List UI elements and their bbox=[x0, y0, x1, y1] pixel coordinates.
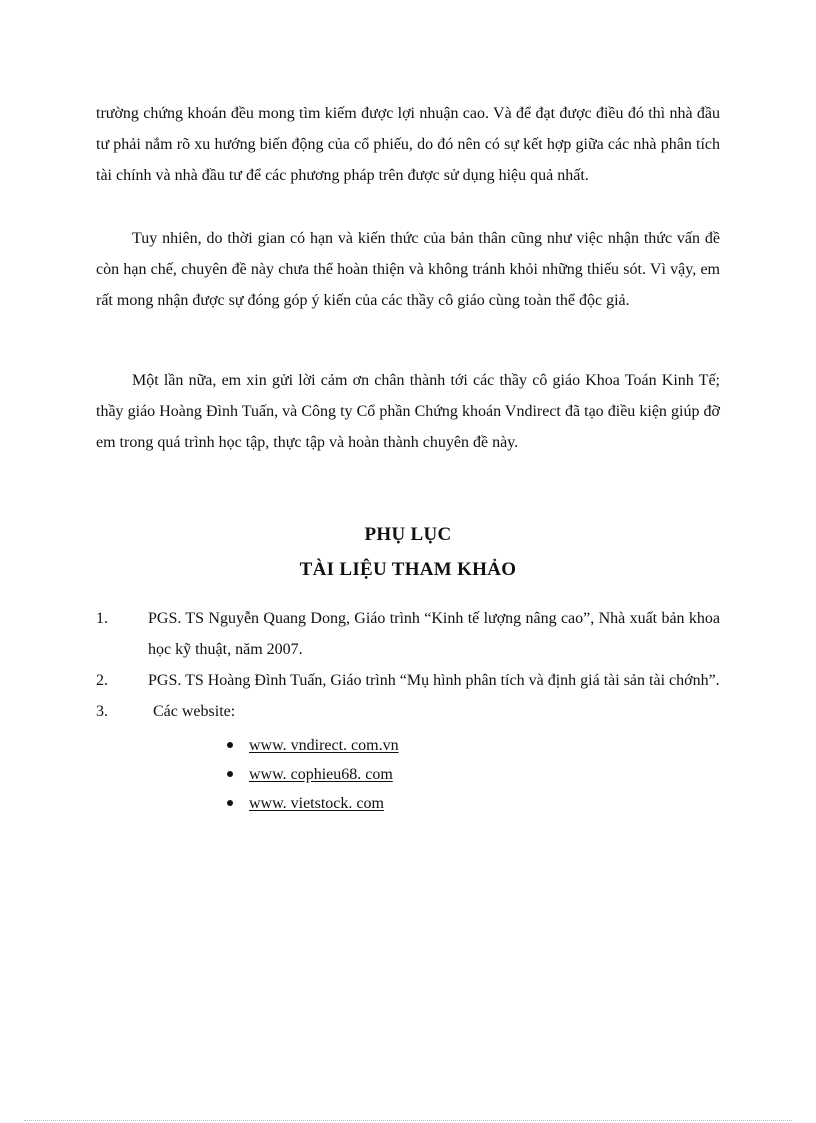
appendix-title: PHỤ LỤC bbox=[364, 524, 452, 545]
reference-number: 3. bbox=[96, 703, 108, 720]
reference-text: PGS. TS Nguyễn Quang Dong, Giáo trình “Kinh tế lượng nâng cao”, Nhà xuất bản khoa học kỹ thuật, năm 2007. bbox=[148, 610, 720, 658]
reference-number: 1. bbox=[96, 610, 108, 627]
paragraph-limitations: Tuy nhiên, do thời gian có hạn và kiến thức của bản thân cũng như việc nhận thức vấn đề còn hạn chế, chuyên đề này chưa thể hoàn thiện và không tránh khỏi những thiếu sót. Vì vậy, em rất mong nhận được sự đóng góp ý kiến của các thầy cô giáo cùng toàn thể độc giả. bbox=[96, 230, 720, 309]
page-bottom-border bbox=[24, 1120, 792, 1121]
website-link-cophieu68[interactable]: www. cophieu68. com bbox=[249, 766, 393, 783]
bullet-icon bbox=[227, 742, 233, 748]
website-list bbox=[153, 731, 720, 818]
reference-text: PGS. TS Hoàng Đình Tuấn, Giáo trình “Mụ hình phân tích và định giá tài sản tài chớnh”. bbox=[148, 672, 720, 689]
paragraph-conclusion: trường chứng khoán đều mong tìm kiếm được lợi nhuận cao. Và để đạt được điều đó thì nhà đầu tư phải nắm rõ xu hướng biến động của cổ phiếu, do đó nên có sự kết hợp giữa các nhà phân tích tài chính và nhà đầu tư để các phương pháp trên được sử dụng hiệu quả nhất. bbox=[96, 105, 720, 184]
website-item bbox=[153, 760, 720, 789]
reference-list bbox=[96, 603, 720, 818]
website-item bbox=[153, 789, 720, 818]
bullet-icon bbox=[227, 800, 233, 806]
reference-number: 2. bbox=[96, 672, 108, 689]
website-link-vietstock[interactable]: www. vietstock. com bbox=[249, 795, 384, 812]
reference-text: Các website: bbox=[153, 703, 236, 720]
reference-item bbox=[96, 696, 720, 818]
reference-item bbox=[96, 665, 720, 696]
website-item bbox=[153, 731, 720, 760]
bullet-icon bbox=[227, 771, 233, 777]
references-title: TÀI LIỆU THAM KHẢO bbox=[299, 559, 517, 580]
reference-item bbox=[96, 603, 720, 665]
paragraph-acknowledgements: Một lần nữa, em xin gửi lời cảm ơn chân thành tới các thầy cô giáo Khoa Toán Kinh Tế; thầy giáo Hoàng Đình Tuấn, và Công ty Cổ phần Chứng khoán Vndirect đã tạo điều kiện giúp đỡ em trong quá trình học tập, thực tập và hoàn thành chuyên đề này. bbox=[96, 372, 720, 451]
website-link-vndirect[interactable]: www. vndirect. com.vn bbox=[249, 737, 399, 754]
